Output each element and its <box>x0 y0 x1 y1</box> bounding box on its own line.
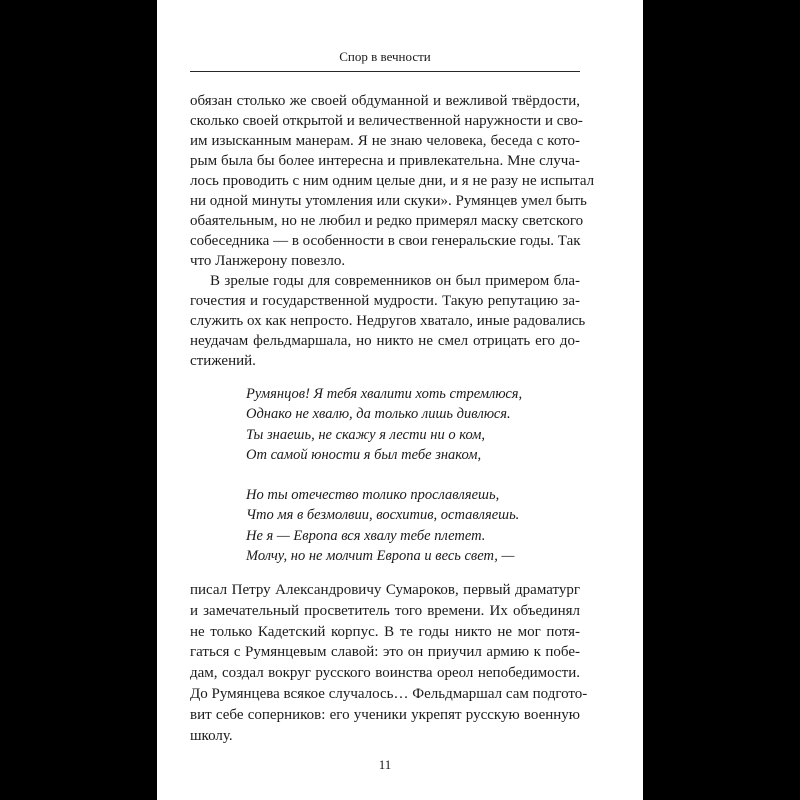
text-line: собеседника — в особенности в свои генеральские годы. Так <box>190 233 581 249</box>
poem-line: Румянцов! Я тебя хвалити хоть стремлюся, <box>246 386 523 402</box>
text-line: школу. <box>190 727 233 744</box>
scan-border-right <box>643 0 800 800</box>
poem-stanza <box>246 384 586 465</box>
poem-line: Ты знаешь, не скажу я лести ни о ком, <box>246 426 486 443</box>
text-line: В зрелые годы для современников он был примером бла- <box>210 273 580 289</box>
text-line: ни одной минуты утомления или скуки». Румянцев умел быть <box>190 193 587 209</box>
text-line: До Румянцева всякое случалось… Фельдмаршал сам подгото- <box>190 685 588 702</box>
text-line: обязан столько же своей обдуманной и вежливой твёрдости, <box>190 93 580 109</box>
body-text-block <box>190 91 595 371</box>
text-line: вит себе соперников: его ученики укрепят русскую военную <box>190 706 580 723</box>
running-header: Спор в вечности <box>339 49 431 64</box>
poem-line: Не я — Европа вся хвалу тебе плетет. <box>246 527 486 544</box>
poem-line: Молчу, но не молчит Европа и весь свет, — <box>246 547 515 564</box>
text-line: сколько своей открытой и величественной наружности и сво- <box>190 113 583 129</box>
text-line: что Ланжерону повезло. <box>190 253 346 269</box>
text-line: неудачам фельдмаршала, но никто не смел отрицать его до- <box>190 333 580 349</box>
text-line: стижений. <box>190 353 256 369</box>
text-line: лось проводить с ним одним целые дни, и я не разу не испытал <box>190 173 595 189</box>
text-line: им изысканным манерам. Я не знаю человека, беседа с кото- <box>190 133 580 149</box>
poem-line: Что мя в безмолвии, восхитив, оставляешь. <box>246 507 520 524</box>
text-line: служить ох как непросто. Недругов хватало, иные радовались <box>190 313 586 329</box>
text-line: обаятельным, но не любил и редко примерял маску светского <box>190 213 584 229</box>
page-number: 11 <box>378 757 392 772</box>
poem-line: От самой юности я был тебе знаком, <box>246 446 482 463</box>
poem-line: Однако не хвалю, да только лишь дивлюся. <box>246 406 511 423</box>
header-rule <box>190 71 580 72</box>
scan-border-left <box>0 0 157 800</box>
text-line: и замечательный просветитель того времени. Их объединял <box>190 602 580 619</box>
text-line: гочестия и государственной мудрости. Такую репутацию за- <box>190 293 580 309</box>
book-page <box>157 0 643 800</box>
poem-stanza <box>246 485 586 566</box>
text-line: не только Кадетский корпус. В те годы никто не мог потя- <box>190 623 580 640</box>
text-line: рым была бы более интересна и привлекательна. Мне случа- <box>190 153 580 169</box>
text-line: дам, создал вокруг русского воинства ореол непобедимости. <box>190 665 580 682</box>
text-line: гаться с Румянцевым славой: это он приучил армию к побе- <box>190 644 580 661</box>
body-text-block <box>190 580 588 746</box>
poem-line: Но ты отечество толико прославляешь, <box>246 487 500 503</box>
text-line: писал Петру Александровичу Сумароков, первый драматург <box>190 582 580 598</box>
